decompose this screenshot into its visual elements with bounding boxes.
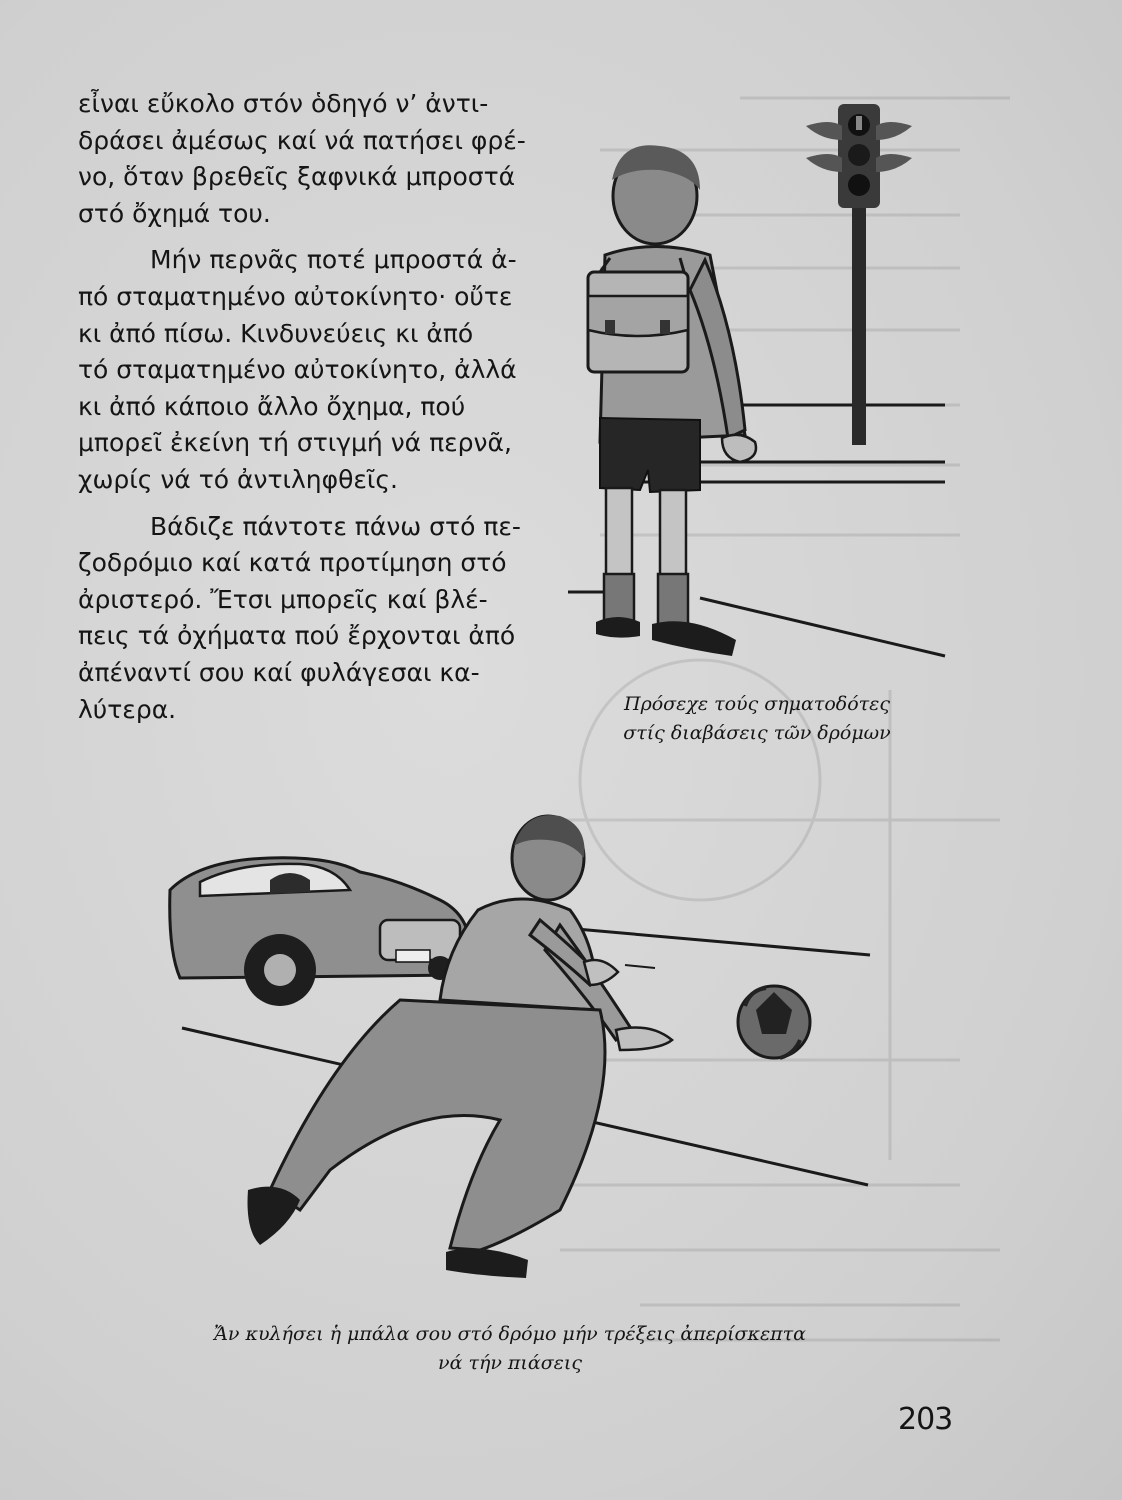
text-line: χωρίς νά τό ἀντιληφθεῖς. (78, 464, 398, 494)
text-line: δράσει ἀμέσως καί νά πατήσει φρέ- (78, 125, 526, 155)
soccer-ball-icon (738, 986, 810, 1058)
text-line: Βάδιζε πάντοτε πάνω στό πε- (150, 511, 521, 541)
text-line: ἀριστερό. Ἔτσι μπορεῖς καί βλέ- (78, 584, 488, 614)
text-line: κι ἀπό κάποιο ἄλλο ὄχημα, πού (78, 391, 466, 421)
caption-line: στίς διαβάσεις τῶν δρόμων (623, 722, 891, 744)
text-line: πό σταματημένο αὐτοκίνητο· οὔτε (78, 281, 513, 311)
text-line: στό ὄχημά του. (78, 198, 271, 228)
text-line: νο, ὅταν βρεθεῖς ξαφνικά μπροστά (78, 162, 516, 192)
caption-ball (160, 1320, 860, 1378)
caption-line: Ἄν κυλήσει ἡ μπάλα σου στό δρόμο μήν τρέξεις ἀπερίσκεπτα (213, 1323, 807, 1345)
text-line: κι ἀπό πίσω. Κινδυνεύεις κι ἀπό (78, 318, 474, 348)
text-line: ἀπέναντί σου καί φυλάγεσαι κα- (78, 657, 480, 687)
caption-line: Πρόσεχε τούς σηματοδότες (624, 693, 890, 715)
page-number: 203 (898, 1402, 953, 1437)
text-line: Μήν περνᾶς ποτέ μπροστά ἀ- (150, 245, 517, 275)
text-line: λύτερα. (78, 694, 177, 724)
text-line: τό σταματημένο αὐτοκίνητο, ἀλλά (78, 355, 517, 385)
text-line: εἶναι εὔκολο στόν ὁδηγό ν’ ἀντι- (78, 89, 489, 118)
text-line: πεις τά ὀχήματα πού ἔρχονται ἀπό (78, 621, 516, 651)
caption-line: νά τήν πιάσεις (438, 1352, 582, 1374)
car-icon (170, 858, 470, 1006)
text-line: ζοδρόμιο καί κατά προτίμηση στό (78, 548, 507, 578)
text-line: μπορεῖ ἐκείνη τή στιγμή νά περνᾶ, (78, 428, 512, 458)
